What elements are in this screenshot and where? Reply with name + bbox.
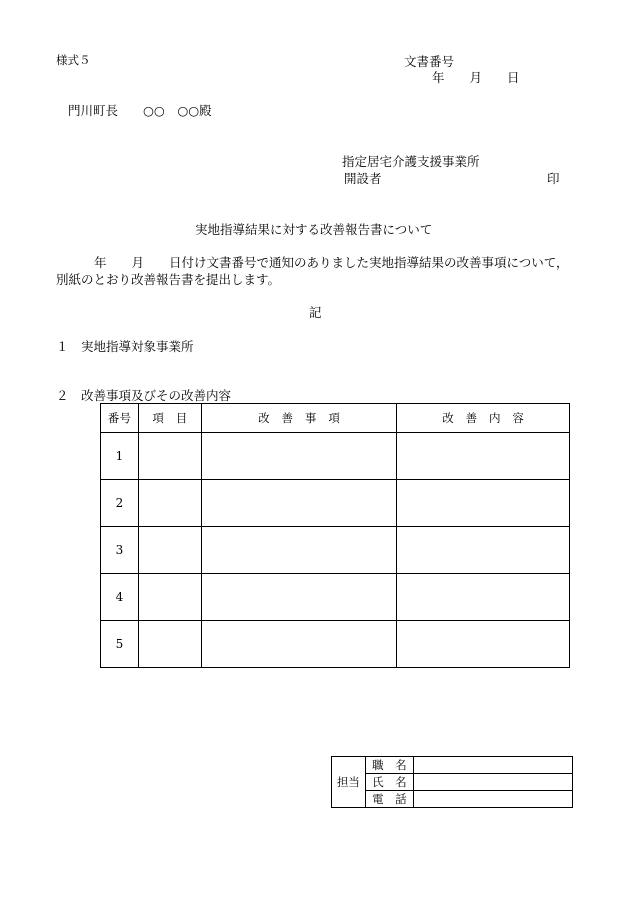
- body-line-2: 別紙のとおり改善報告書を提出します。: [56, 272, 281, 287]
- content-cell[interactable]: [397, 527, 570, 574]
- content-cell[interactable]: [397, 433, 570, 480]
- addressee: 門川町長 ○○ ○○殿: [68, 103, 212, 118]
- ki-mark: 記: [309, 305, 322, 320]
- item-cell[interactable]: [138, 480, 201, 527]
- matter-cell[interactable]: [201, 621, 397, 668]
- section-1-heading: １ 実地指導対象事業所: [56, 339, 194, 354]
- row-number: 4: [101, 574, 139, 621]
- tanto-label: 担当: [332, 757, 366, 808]
- item-cell[interactable]: [138, 433, 201, 480]
- matter-cell[interactable]: [201, 433, 397, 480]
- seal-mark: 印: [547, 171, 560, 186]
- header-improvement-content: 改 善 内 容: [397, 404, 570, 433]
- matter-cell[interactable]: [201, 480, 397, 527]
- item-cell[interactable]: [138, 574, 201, 621]
- staff-contact-table: [331, 756, 573, 808]
- table-row: [101, 621, 570, 668]
- phone-field[interactable]: [413, 791, 572, 808]
- row-number: 3: [101, 527, 139, 574]
- row-number: 2: [101, 480, 139, 527]
- document-title: 実地指導結果に対する改善報告書について: [195, 222, 433, 237]
- item-cell[interactable]: [138, 527, 201, 574]
- section-2-heading: ２ 改善事項及びその改善内容: [56, 388, 232, 403]
- row-number: 5: [101, 621, 139, 668]
- sender-office: 指定居宅介護支援事業所: [342, 154, 480, 169]
- body-line-1: 年 月 日付け文書番号で通知のありました実地指導結果の改善事項について，: [94, 255, 569, 270]
- header-improvement-matter: 改 善 事 項: [201, 404, 397, 433]
- row-number: 1: [101, 433, 139, 480]
- content-cell[interactable]: [397, 621, 570, 668]
- job-title-field[interactable]: [413, 757, 572, 774]
- name-field[interactable]: [413, 774, 572, 791]
- matter-cell[interactable]: [201, 574, 397, 621]
- content-cell[interactable]: [397, 574, 570, 621]
- table-row: [101, 433, 570, 480]
- table-row: [101, 574, 570, 621]
- table-header-row: [101, 404, 570, 433]
- phone-label: 電 話: [365, 791, 413, 808]
- name-label: 氏 名: [365, 774, 413, 791]
- table-row: [101, 480, 570, 527]
- header-number: 番号: [101, 404, 139, 433]
- improvement-table: [100, 403, 570, 668]
- form-number: 様式５: [56, 53, 91, 67]
- matter-cell[interactable]: [201, 527, 397, 574]
- table-row: [101, 527, 570, 574]
- document-number-label: 文書番号: [404, 54, 455, 69]
- content-cell[interactable]: [397, 480, 570, 527]
- header-item: 項 目: [138, 404, 201, 433]
- item-cell[interactable]: [138, 621, 201, 668]
- job-title-label: 職 名: [365, 757, 413, 774]
- founder-label: 開設者: [344, 171, 382, 186]
- date-line: 年 月 日: [432, 70, 520, 85]
